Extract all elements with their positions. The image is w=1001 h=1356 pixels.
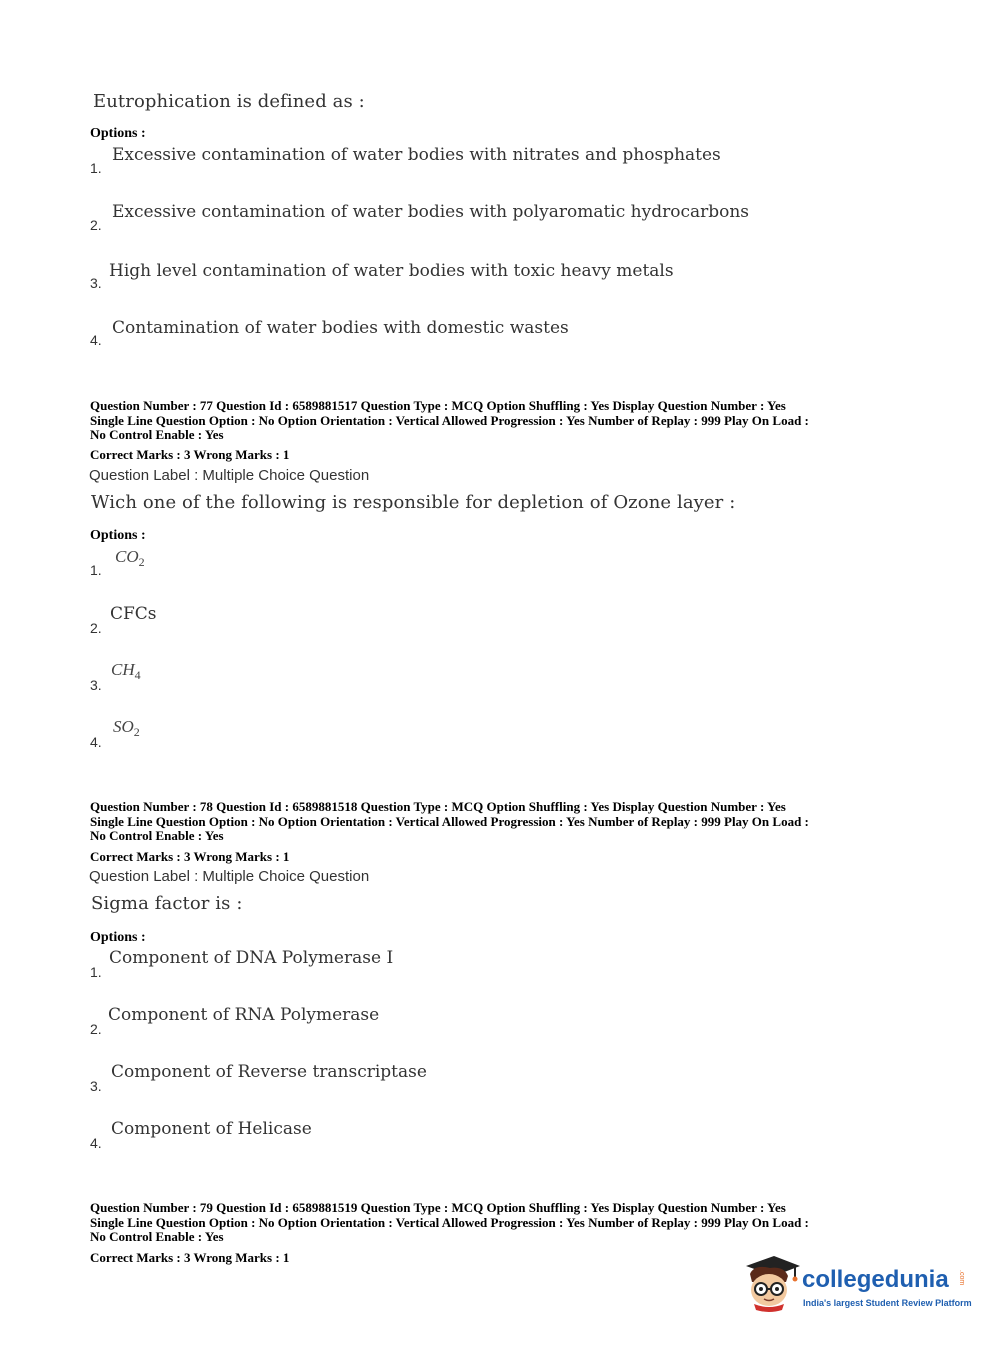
question-77-label: Question Label : Multiple Choice Question — [89, 467, 370, 484]
formula-subscript: 2 — [138, 555, 145, 569]
metadata-line: Question Number : 78 Question Id : 6589881518 Question Type : MCQ Option Shuffling : Yes Display Question Number : Yes — [90, 799, 786, 814]
option-text: Component of Reverse transcriptase — [111, 1062, 427, 1082]
option-text: CFCs — [110, 604, 157, 624]
option-number: 1. — [90, 964, 102, 980]
option-number: 2. — [90, 217, 102, 233]
option-text: Component of RNA Polymerase — [108, 1005, 380, 1025]
metadata-line: Single Line Question Option : No Option Orientation : Vertical Allowed Progression : Yes Number of Replay : 999 Play On Load : — [90, 1214, 809, 1230]
mascot-icon — [740, 1252, 802, 1312]
question-77-marks: Correct Marks : 3 Wrong Marks : 1 — [90, 447, 290, 462]
question-76-options-label: Options : — [90, 126, 146, 141]
question-77-options-label: Options : — [90, 528, 146, 543]
option-formula — [113, 717, 140, 737]
option-number: 2. — [90, 1021, 102, 1037]
option-number: 4. — [90, 734, 102, 750]
option-formula — [111, 660, 141, 680]
question-78-label: Question Label : Multiple Choice Question — [89, 868, 370, 885]
metadata-line: Question Number : 77 Question Id : 6589881517 Question Type : MCQ Option Shuffling : Yes Display Question Number : Yes — [90, 398, 786, 413]
formula-subscript: 4 — [134, 668, 141, 682]
option-number: 1. — [90, 562, 102, 578]
question-78-text: Sigma factor is : — [91, 893, 243, 914]
option-text: High level contamination of water bodies with toxic heavy metals — [109, 261, 674, 281]
question-77-text: Wich one of the following is responsible for depletion of Ozone layer : — [91, 492, 736, 513]
option-formula — [115, 547, 145, 567]
metadata-line: No Control Enable : Yes — [90, 1229, 224, 1244]
metadata-line: No Control Enable : Yes — [90, 828, 224, 843]
option-number: 4. — [90, 332, 102, 348]
formula-base: CO — [115, 547, 139, 566]
formula-subscript: 2 — [133, 725, 140, 739]
option-text: Excessive contamination of water bodies with polyaromatic hydrocarbons — [112, 202, 750, 222]
metadata-line: No Control Enable : Yes — [90, 427, 224, 442]
logo-tagline: India's largest Student Review Platform — [803, 1298, 972, 1308]
option-text: Contamination of water bodies with domestic wastes — [112, 318, 569, 338]
option-text: Excessive contamination of water bodies with nitrates and phosphates — [112, 145, 721, 165]
option-text: Component of Helicase — [111, 1119, 312, 1139]
option-text: Component of DNA Polymerase I — [109, 948, 394, 968]
logo-wordmark: collegedunia — [802, 1266, 949, 1293]
option-number: 2. — [90, 620, 102, 636]
question-78-metadata — [90, 800, 809, 844]
option-number: 1. — [90, 160, 102, 176]
metadata-line: Question Number : 79 Question Id : 6589881519 Question Type : MCQ Option Shuffling : Yes Display Question Number : Yes — [90, 1200, 786, 1215]
question-77-metadata — [90, 399, 809, 443]
formula-base: CH — [111, 660, 135, 679]
question-78-options-label: Options : — [90, 930, 146, 945]
question-78-marks: Correct Marks : 3 Wrong Marks : 1 — [90, 849, 290, 864]
option-number: 3. — [90, 1078, 102, 1094]
collegedunia-logo — [740, 1250, 970, 1320]
metadata-line: Single Line Question Option : No Option Orientation : Vertical Allowed Progression : Yes Number of Replay : 999 Play On Load : — [90, 813, 809, 829]
question-76-text: Eutrophication is defined as : — [93, 91, 365, 112]
option-number: 3. — [90, 677, 102, 693]
metadata-line: Single Line Question Option : No Option Orientation : Vertical Allowed Progression : Yes Number of Replay : 999 Play On Load : — [90, 412, 809, 428]
question-79-metadata — [90, 1201, 809, 1245]
logo-domain-suffix: .com — [958, 1270, 965, 1286]
option-number: 4. — [90, 1135, 102, 1151]
formula-base: SO — [113, 717, 134, 736]
question-79-marks: Correct Marks : 3 Wrong Marks : 1 — [90, 1250, 290, 1265]
option-number: 3. — [90, 275, 102, 291]
